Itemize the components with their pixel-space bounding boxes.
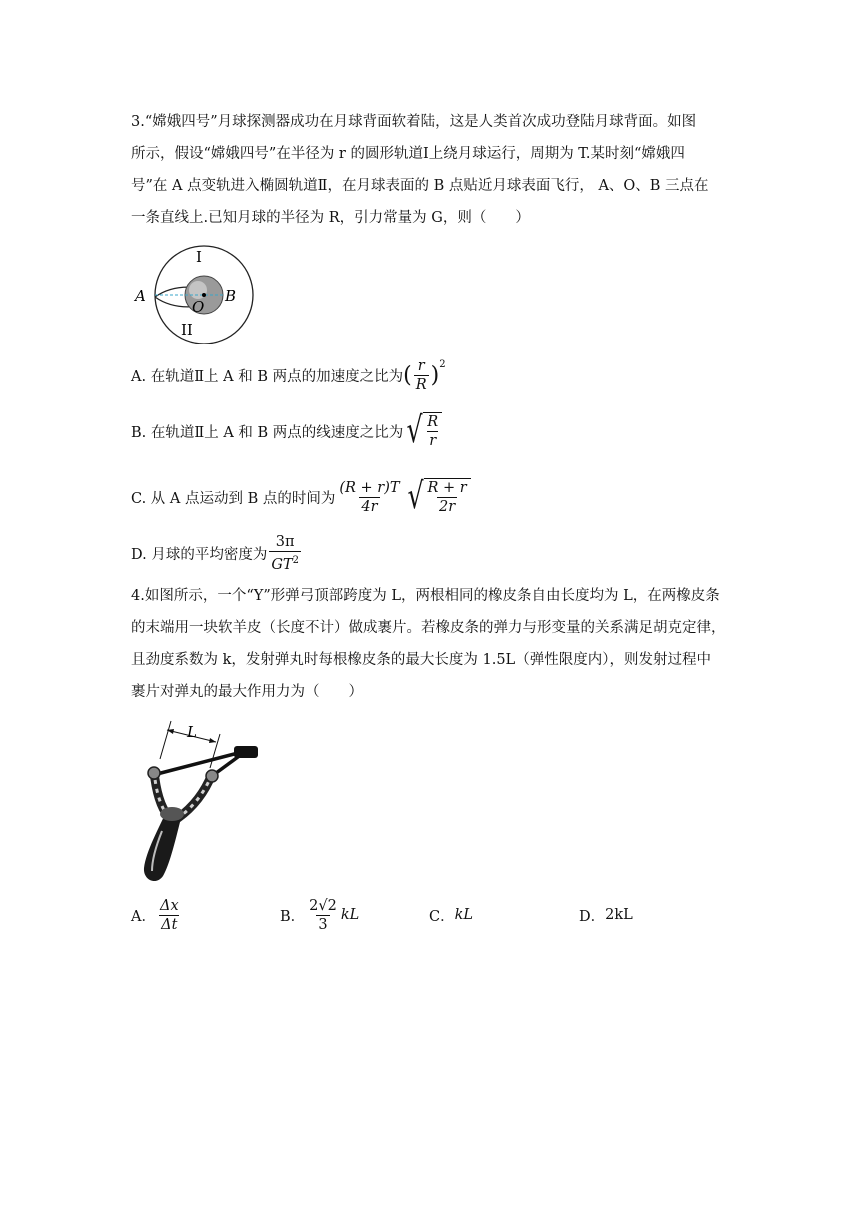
label-II: II [181, 321, 193, 339]
slingshot-figure [132, 716, 264, 886]
option-b-sqrt: √ $\frac{R}{r}$ [403, 412, 442, 450]
option-c-fraction: $\frac{(R + r)T}{4r}$ [339, 479, 400, 515]
option-c-text: C. 从 A 点运动到 B 点的时间为 [131, 490, 336, 507]
paren-close: ) [430, 362, 440, 388]
label-B: B [225, 287, 237, 305]
orbit-diagram [128, 244, 258, 344]
q3-line-3: 号”在 A 点变轨进入椭圆轨道Ⅱ，在月球表面的 B 点贴近月球表面飞行， A、O、B 三点在 [131, 178, 709, 194]
label-A: A [135, 287, 146, 305]
option-a-power: 2 [439, 359, 446, 370]
center-point [202, 293, 206, 297]
option-d-text: D. 月球的平均密度为 [131, 546, 268, 563]
option-a-fraction: $\frac{r}{R}$ [415, 357, 427, 393]
option-b-text: B. 在轨道Ⅱ上 A 和 B 两点的线速度之比为 [131, 424, 404, 441]
q4-option-a: A． $\frac{\Delta x}{\Delta t}$ [131, 897, 179, 933]
option-b-fraction: $\frac{2√2}{3}$ [309, 897, 337, 933]
option-c-sqrt: √ $\frac{R + r}{2r}$ [404, 478, 471, 516]
paren-open: ( [403, 362, 412, 388]
label-I: I [196, 248, 202, 266]
q3-line-2: 所示，假设“嫦娥四号”在半径为 r 的圆形轨道Ⅰ上绕月球运行，周期为 T.某时刻“嫦娥四 [131, 146, 685, 162]
option-a-fraction: $\frac{\Delta x}{\Delta t}$ [159, 897, 179, 933]
q3-option-b [131, 411, 442, 451]
q4-line-2: 的末端用一块软羊皮（长度不计）做成裹片。若橡皮条的弹力与形变量的关系满足胡克定律， [131, 620, 726, 636]
q3-line-4: 一条直线上.已知月球的半径为 R，引力常量为 G，则（ ） [131, 210, 530, 226]
q3-option-d [131, 533, 303, 573]
label-L: L [187, 723, 197, 741]
question-3-stem [131, 106, 731, 234]
q4-line-4: 裹片对弹丸的最大作用力为（ ） [131, 684, 363, 700]
label-O: O [192, 298, 205, 316]
q4-option-d: D． 2kL [579, 907, 633, 925]
q4-option-c: C． kL [429, 907, 474, 925]
q3-line-1: 3.“嫦娥四号”月球探测器成功在月球背面软着陆，这是人类首次成功登陆月球背面。如图 [131, 114, 697, 130]
pouch [234, 746, 258, 758]
q4-answer-row [131, 895, 731, 935]
q3-option-c [131, 477, 471, 517]
option-d-fraction: $\frac{3\pi}{GT^2}$ [271, 533, 299, 573]
question-4-stem [131, 580, 731, 708]
q4-line-1: 4.如图所示，一个“Y”形弹弓顶部跨度为 L，两根相同的橡皮条自由长度均为 L，在两橡皮条 [131, 588, 720, 604]
q3-option-a [131, 355, 446, 395]
q4-option-b: B． $\frac{2√2}{3}$ kL [280, 897, 360, 933]
q4-line-3: 且劲度系数为 k，发射弹丸时每根橡皮条的最大长度为 1.5L（弹性限度内），则发射过程中 [131, 652, 711, 668]
option-a-text: A. 在轨道Ⅱ上 A 和 B 两点的加速度之比为 [131, 368, 404, 385]
